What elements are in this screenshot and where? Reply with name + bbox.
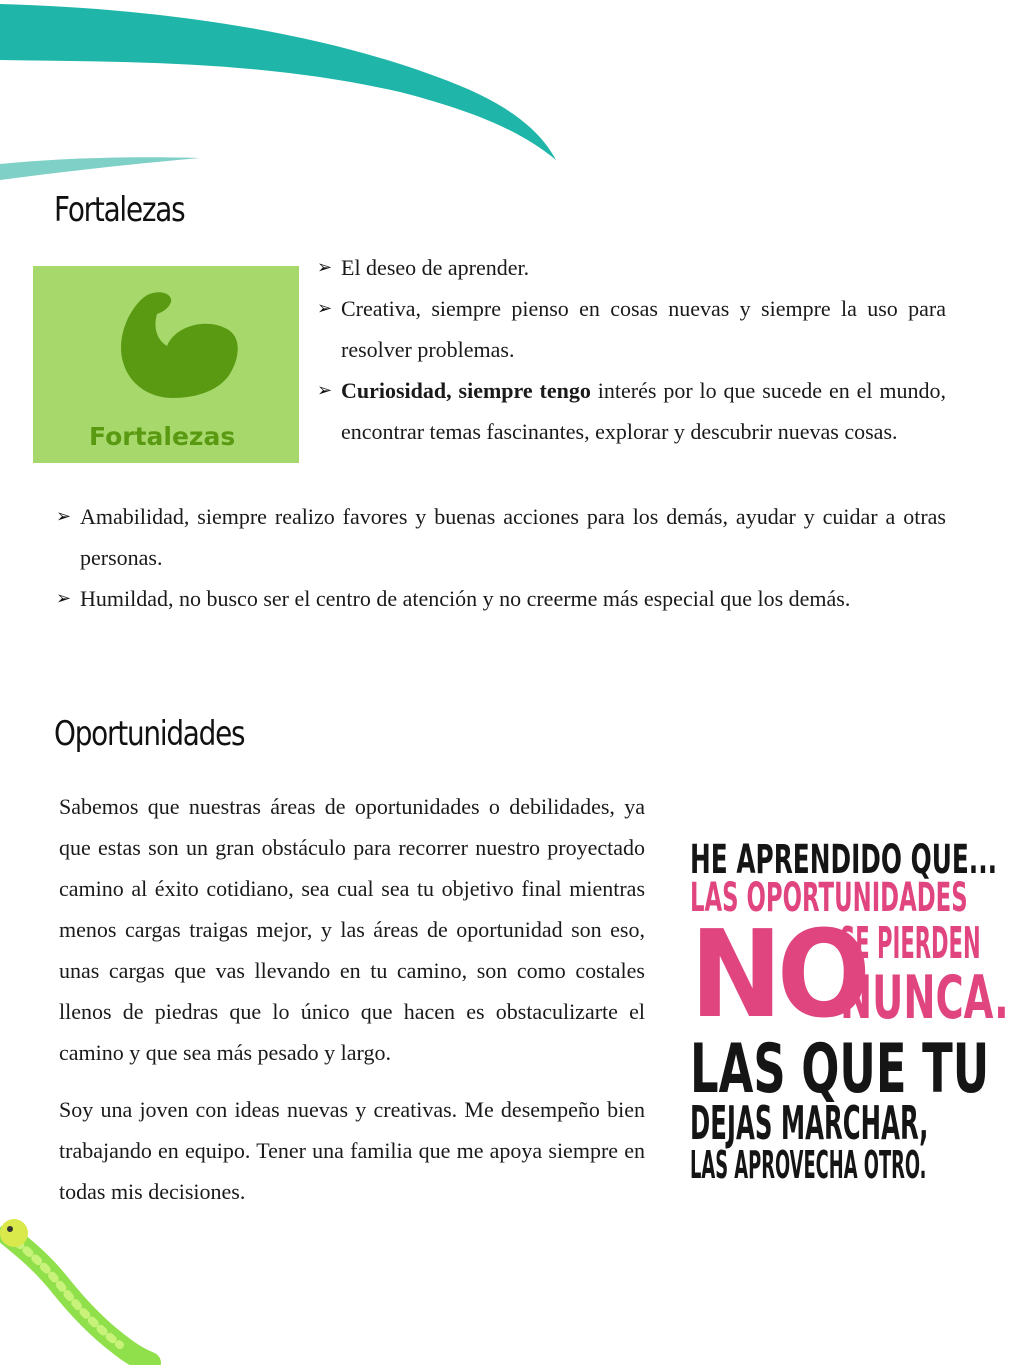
arrow-bullet-icon: ➢	[56, 506, 72, 527]
list-item: ➢ Creativa, siempre pienso en cosas nuevas y siempre la uso para resolver problemas.	[341, 288, 946, 370]
arrow-bullet-icon: ➢	[317, 257, 333, 278]
poster-line-3b: NUNCA.	[840, 963, 1009, 1033]
list-item: ➢ El deseo de aprender.	[341, 247, 946, 288]
poster-line-6: LAS APROVECHA OTRO.	[690, 1143, 927, 1187]
poster-line-4: LAS QUE TU	[690, 1030, 990, 1109]
fortalezas-image	[33, 266, 299, 463]
fortalezas-image-label: Fortalezas	[89, 422, 236, 451]
list-item: ➢ Curiosidad, siempre tengo interés por lo que sucede en el mundo, encontrar temas fascinantes, explorar y descubrir nuevas cosas.	[341, 370, 946, 452]
fortalezas-full-list	[56, 496, 946, 619]
fortalezas-side-list	[317, 247, 946, 452]
fortalezas-heading: Fortalezas	[54, 190, 185, 230]
list-item: ➢ Humildad, no busco ser el centro de atención y no creerme más especial que los demás.	[80, 578, 946, 619]
arrow-bullet-icon: ➢	[317, 298, 333, 319]
poster-line-5: DEJAS MARCHAR,	[690, 1096, 929, 1150]
caterpillar-decoration	[0, 1215, 160, 1365]
arrow-bullet-icon: ➢	[317, 380, 333, 401]
paragraph: Sabemos que nuestras áreas de oportunidades o debilidades, ya que estas son un gran obstáculo para recorrer nuestro proyectado camino al éxito cotidiano, sea cual sea tu objetivo final mientras menos cargas traigas mejor, y las áreas de oportunidad son eso, unas cargas que vas llevando en tu camino, son como costales llenos de piedras que lo único que hacen es obstaculizarte el camino y que sea más pesado y largo.	[59, 794, 645, 1065]
paragraph: Soy una joven con ideas nuevas y creativas. Me desempeño bien trabajando en equipo. Tener una familia que me apoya siempre en todas mis decisiones.	[59, 1097, 645, 1204]
list-item: ➢ Amabilidad, siempre realizo favores y buenas acciones para los demás, ayudar y cuidar a otras personas.	[80, 496, 946, 578]
oportunidades-text	[59, 786, 645, 1212]
quote-poster-image	[690, 837, 1009, 1187]
flexed-arm-icon	[113, 288, 273, 418]
oportunidades-heading: Oportunidades	[54, 714, 245, 754]
poster-big-no: NO	[690, 906, 866, 1045]
arrow-bullet-icon: ➢	[56, 588, 72, 609]
header-swoosh-decoration	[0, 0, 600, 190]
poster-line-3a: SE PIERDEN	[840, 918, 981, 969]
poster-line-2: LAS OPORTUNIDADES	[690, 875, 968, 921]
poster-line-1: HE APRENDIDO QUE...	[690, 837, 998, 883]
